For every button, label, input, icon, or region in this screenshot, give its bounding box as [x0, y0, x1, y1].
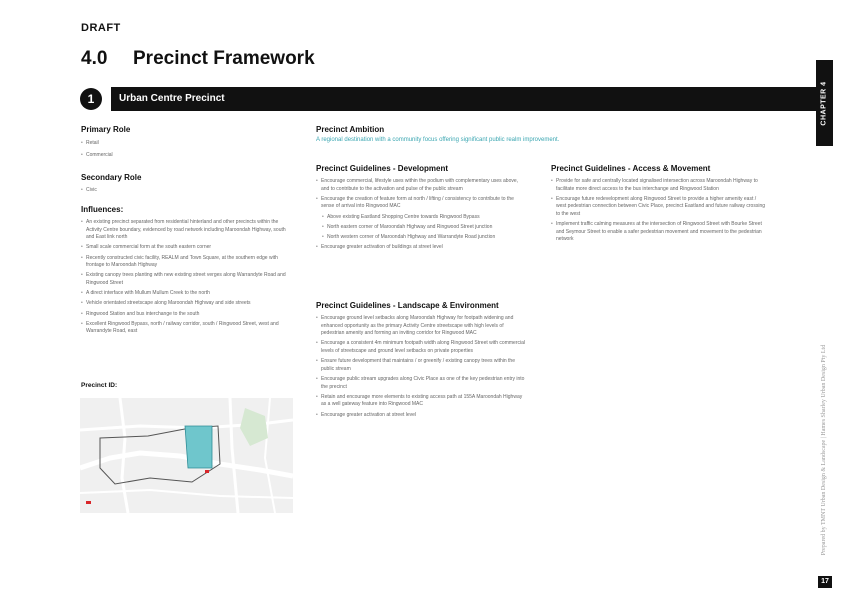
list-item: • Small scale commercial form at the south eastern corner [81, 244, 291, 252]
footer-credit: Prepared by TMNT Urban Design & Landscape | Hames Sharley Urban Design Pty Ltd [821, 344, 828, 556]
list-item: • Encourage public stream upgrades along Civic Place as one of the key pedestrian entry into the precinct [316, 376, 526, 391]
list-item: • Ringwood Station and bus interchange to the south [81, 311, 291, 319]
list-item: • Encourage greater activation at street level [316, 412, 526, 420]
list-item: • Encourage commercial, lifestyle uses within the podium with complementary uses above, and to contribute to the activation and pulse of the public stream [316, 178, 526, 193]
page-title [81, 48, 315, 70]
landscape-guidelines-heading: Precinct Guidelines - Landscape & Environment [316, 301, 499, 310]
secondary-role-list [81, 187, 291, 199]
landscape-guidelines-list [316, 315, 526, 422]
secondary-role-heading: Secondary Role [81, 173, 142, 182]
list-subitem: • North eastern corner of Maroondah Highway and Ringwood Street junction [316, 224, 526, 232]
development-guidelines-heading: Precinct Guidelines - Development [316, 164, 449, 173]
list-item: • An existing precinct separated from residential hinterland and other precincts within the Activity Centre boundary, evidenced by road network including Maroondah Highway, south and East link north [81, 219, 291, 242]
access-guidelines-heading: Precinct Guidelines - Access & Movement [551, 164, 711, 173]
access-guidelines-list [551, 178, 766, 247]
list-item: • Encourage future redevelopment along Ringwood Street to provide a higher amenity east / west pedestrian connection between Civic Place, precinct Eastland and future railway crossing to the west [551, 196, 766, 219]
list-item: • Retain and encourage more elements to existing access path at 155A Maroondah Highway as a well gateway feature into Ringwood MAC [316, 394, 526, 409]
precinct-number-badge: 1 [80, 88, 102, 110]
ambition-text: A regional destination with a community focus offering significant public realm improvement. [316, 137, 560, 143]
chapter-tab-label-wrap [816, 60, 833, 146]
list-item: • Encourage greater activation of buildings at street level [316, 244, 526, 252]
page-number: 17 [818, 576, 832, 588]
primary-role-list [81, 140, 291, 164]
list-subitem: • Above existing Eastland Shopping Centre towards Ringwood Bypass [316, 214, 526, 222]
primary-role-heading: Primary Role [81, 125, 131, 134]
list-item: • Commercial [81, 152, 291, 160]
influences-list [81, 219, 291, 338]
list-item: • Provide for safe and centrally located signalised intersection across Maroondah Highway to facilitate more direct access to the bus interchange and Ringwood Station [551, 178, 766, 193]
footer-credit-wrap [816, 330, 833, 570]
draft-label: DRAFT [81, 22, 121, 34]
list-subitem: • North western corner of Maroondah Highway and Warrandyte Road junction [316, 234, 526, 242]
list-item: • Recently constructed civic facility, REALM and Town Square, at the southern edge with frontage to Maroondah Highway [81, 255, 291, 270]
list-item: • Encourage a consistent 4m minimum footpath width along Ringwood Street with commercial levels of streetscape and ground level setbacks on private properties [316, 340, 526, 355]
precinct-id-map [80, 398, 293, 513]
section-title: Precinct Framework [133, 48, 315, 69]
list-item: • Existing canopy trees planting with new existing street verges along Warrandyte Road and Ringwood Street [81, 272, 291, 287]
list-item: • A direct interface with Mullum Mullum Creek to the north [81, 290, 291, 298]
list-item: • Encourage ground level setbacks along Maroondah Highway for footpath widening and enhanced opportunity as the primary Activity Centre streetscape with high levels of pedestrian amenity and forming an inviting corridor for Ringwood MAC [316, 315, 526, 338]
list-item: • Excellent Ringwood Bypass, north / railway corridor, south / Ringwood Street, west and Warrandyte Road, east [81, 321, 291, 336]
precinct-map-graphic [80, 398, 293, 513]
list-item: • Retail [81, 140, 291, 148]
list-item: • Ensure future development that maintains / or greenify / existing canopy trees within the public stream [316, 358, 526, 373]
development-guidelines-list [316, 178, 526, 254]
ambition-heading: Precinct Ambition [316, 125, 385, 134]
precinct-header-bar [111, 87, 823, 111]
chapter-tab-label: CHAPTER 4 [821, 80, 828, 126]
list-item: • Civic [81, 187, 291, 195]
section-number: 4.0 [81, 48, 108, 69]
influences-heading: Influences: [81, 205, 124, 214]
list-item: • Implement traffic calming measures at the intersection of Ringwood Street with Bourke Street and Seymour Street to enable a safer pedestrian movement and movement to the pedestrian network [551, 221, 766, 244]
precinct-id-heading: Precinct ID: [81, 382, 118, 389]
list-item: • Encourage the creation of feature form at north / lifting / consistency to contribute to the sense of arrival into Ringwood MAC [316, 196, 526, 211]
list-item: • Vehicle orientated streetscape along Maroondah Highway and side streets [81, 300, 291, 308]
precinct-name: Urban Centre Precinct [119, 93, 225, 104]
